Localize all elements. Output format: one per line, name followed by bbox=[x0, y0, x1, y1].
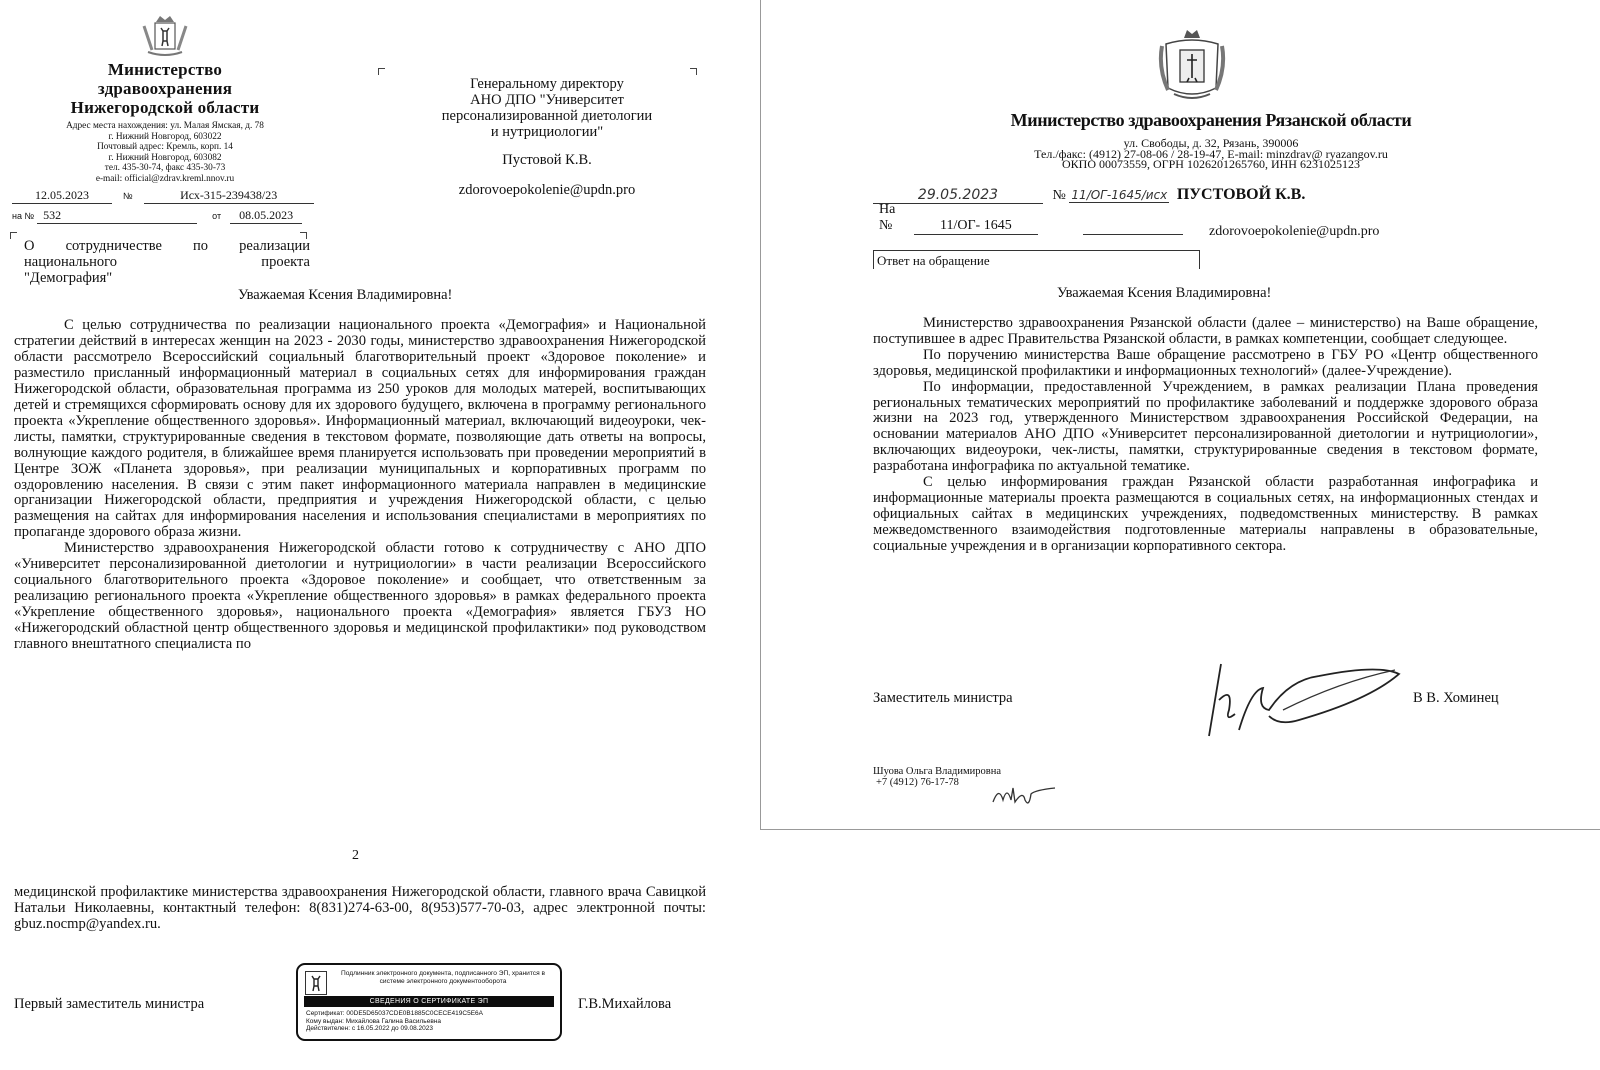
address-line: Тел./факс: (4912) 27-08-06 / 28-19-47, E-mail: minzdrav@ ryazangov.ru bbox=[1034, 146, 1388, 161]
salutation: Уважаемая Ксения Владимировна! bbox=[238, 287, 453, 303]
outgoing-date: 12.05.2023 bbox=[12, 188, 112, 204]
nizhny-novgorod-letter bbox=[0, 0, 740, 1070]
letter-continuation bbox=[14, 885, 706, 933]
deer-emblem-icon bbox=[305, 971, 327, 995]
ministry-title: Министерство здравоохранения Рязанской области bbox=[1010, 110, 1412, 130]
outgoing-number-handwritten: 11/ОГ-1645/исх bbox=[1069, 188, 1169, 203]
subject: Ответ на обращение bbox=[877, 253, 990, 268]
coat-of-arms-icon bbox=[130, 14, 200, 60]
in-reply-number: 532 bbox=[37, 208, 197, 224]
page-number: 2 bbox=[352, 848, 359, 863]
from-date: 08.05.2023 bbox=[230, 208, 302, 224]
address-line: Почтовый адрес: Кремль, корп. 14 bbox=[97, 142, 233, 153]
body-paragraph: С целью сотрудничества по реализации национального проекта «Демография» и Национальной стратегии действий в интересах женщин на 2023 - 2030 годы, министерство здравоохранения Нижегородской области рассмотрело Всероссийский социальный благотворительный проект «Здоровое поколение» и разместило присланный информационный материал в социальных сетях для информирования граждан Нижегородской области, образовательная программа из 250 уроков для молодых матерей, воспитывающих детей и стремящихся сформировать основу для их здорового будущего, включена в программу регионального проекта «Укрепление общественного здоровья». Информационный материал, включающий видеоуроки, чек-листы, памятки, структурированные сведения в текстовом формате, позволяющие дать ответы на вопросы, волнующие каждого родителя, в ближайшее время планируется использовать при проведении мероприятий в Центре ЗОЖ «Планета здоровья», при реализации муниципальных и корпоративных программ по оздоровлению населения. В связи с этим пакет информационного материала направлен в медицинские организации Нижегородской области, предприятия и учреждения Нижегородской области, с целью размещения на сайтах для информирования населения и использования специалистами в мероприятиях по пропаганде здорового образа жизни. bbox=[14, 317, 706, 541]
body-paragraph: По поручению министерства Ваше обращение рассмотрено в ГБУ РО «Центр общественного здоровья, медицинской профилактики и информационных технологий» (далее-Учреждение). bbox=[873, 346, 1538, 379]
outgoing-registration bbox=[873, 186, 1305, 204]
ministry-title-line: здравоохранения bbox=[97, 79, 233, 98]
outgoing-registration bbox=[12, 188, 314, 204]
addressee-name: ПУСТОВОЙ К.В. bbox=[1176, 186, 1306, 203]
subject-line: национального проекта bbox=[24, 254, 310, 270]
executor-info bbox=[873, 766, 1001, 788]
signer-title: Первый заместитель министра bbox=[14, 996, 205, 1012]
body-paragraph: По информации, предоставленной Учреждением, в рамках реализации Плана проведения региональных тематических мероприятий по профилактике заболеваний и поддержке здорового образа жизни на 2023 год, утвержденного Министерством здравоохранения Российской Федерации, на основании материалов АНО ДПО «Университет персонализированной диетологии и нутрициологии», включающих видеоуроки, чек-листы, памятки, структурированные сведения в текстовом формате, разработана инфографика по актуальной тематике. bbox=[873, 378, 1538, 475]
address-line: г. Нижний Новгород, 603022 bbox=[108, 131, 222, 142]
electronic-signature-stamp bbox=[296, 963, 562, 1041]
signer-name: Г.В.Михайлова bbox=[578, 996, 672, 1012]
number-label: № bbox=[1052, 188, 1066, 203]
subject-line: "Демография" bbox=[24, 270, 113, 286]
addressee-block bbox=[392, 76, 702, 198]
subject-bracket-right bbox=[1181, 250, 1200, 269]
executor-name: Шуова Ольга Владимировна bbox=[873, 766, 1002, 777]
body-paragraph: С целью информирования граждан Рязанской области разработанная инфографика и информационные материалы проекта размещаются в социальных сетях, на информационных стендах и официальных сайтах в медицинских учреждениях, подведомственных министерству. В рамках межведомственного взаимодействия подготовленные материалы направлены в образовательные, социальные учреждения и в организации корпоративного сектора. bbox=[873, 474, 1538, 554]
signer-name: В В. Хоминец bbox=[1413, 690, 1499, 706]
addressee-email: zdorovoepokolenie@updn.pro bbox=[1209, 224, 1380, 239]
number-label: № bbox=[123, 191, 133, 201]
in-reply-label: на № bbox=[12, 211, 35, 221]
executor-phone: +7 (4912) 76-17-78 bbox=[876, 777, 959, 788]
coat-of-arms-icon bbox=[1156, 28, 1228, 104]
ministry-letterhead bbox=[10, 14, 320, 185]
addressee-line: и нутрициологии" bbox=[490, 124, 604, 140]
address-corner-mark bbox=[690, 68, 697, 75]
subject-line: О сотрудничестве по реализации bbox=[24, 238, 310, 254]
ministry-address bbox=[861, 138, 1561, 170]
signer-title: Заместитель министра bbox=[873, 690, 1013, 706]
address-line: тел. 435-30-74, факс 435-30-73 bbox=[104, 163, 226, 174]
body-paragraph: Министерство здравоохранения Рязанской области (далее – министерство) на Ваше обращение, поступившее в адрес Правительства Рязанской области, в рамках компетенции, сообщает следующее. bbox=[873, 315, 1538, 347]
from-label: от bbox=[212, 211, 222, 221]
subject-corner-mark bbox=[10, 232, 17, 239]
issued-to-line: Кому выдан: Михайлова Галина Васильевна bbox=[306, 1017, 441, 1025]
outgoing-number: Исх-315-239438/23 bbox=[144, 188, 314, 204]
address-line: ОКПО 00073559, ОГРН 1026201265760, ИНН 6231025123 bbox=[1062, 157, 1360, 171]
in-reply-label-top: На bbox=[879, 202, 896, 217]
letter-body bbox=[14, 318, 706, 653]
ryazan-letter bbox=[760, 0, 1600, 830]
letter-body bbox=[873, 316, 1538, 555]
address-line: г. Нижний Новгород, 603082 bbox=[108, 152, 222, 163]
stamp-bar-title: СВЕДЕНИЯ О СЕРТИФИКАТЕ ЭП bbox=[304, 996, 554, 1007]
continuation-paragraph: медицинской профилактике министерства здравоохранения Нижегородской области, главного врача Савицкой Натальи Николаевны, контактный телефон: 8(831)274-63-00, 8(953)577-70-03, адрес электронной почты: gbuz.nocmp@yandex.ru. bbox=[14, 884, 706, 932]
addressee-line: АНО ДПО "Университет bbox=[470, 92, 624, 108]
address-corner-mark bbox=[378, 68, 385, 75]
valid-period-line: Действителен: с 16.05.2022 до 09.08.2023 bbox=[306, 1025, 434, 1033]
addressee-line: Генеральному директору bbox=[470, 76, 624, 92]
ministry-title-line: Нижегородской области bbox=[70, 98, 260, 117]
address-line: ул. Свободы, д. 32, Рязань, 390006 bbox=[1123, 136, 1299, 150]
addressee-email: zdorovoepokolenie@updn.pro bbox=[458, 182, 636, 198]
in-reply-label: № bbox=[879, 218, 893, 233]
address-line: Адрес места нахождения: ул. Малая Ямская, д. 78 bbox=[66, 121, 264, 131]
addressee-name: Пустовой К.В. bbox=[502, 152, 592, 168]
subject-block bbox=[24, 238, 310, 286]
in-reply-registration bbox=[879, 218, 1038, 235]
outgoing-date-handwritten: 29.05.2023 bbox=[873, 187, 1043, 204]
certificate-line: Сертификат: 00DE5D65037CDE0B1885C0CECE419C5E6A bbox=[306, 1010, 484, 1017]
ministry-title-line: Министерство bbox=[107, 60, 223, 79]
salutation: Уважаемая Ксения Владимировна! bbox=[1057, 285, 1272, 301]
blank-date-line bbox=[1083, 234, 1183, 235]
body-paragraph: Министерство здравоохранения Нижегородской области готово к сотрудничеству с АНО ДПО «Университет персонализированной диетологии и нутрициологии» в части реализации Всероссийского социального благотворительного проекта «Здоровое поколение» и сообщает, что ответственным за реализацию регионального проекта «Укрепление общественного здоровья» в рамках федерального проекта «Укрепление общественного здоровья», национального проекта «Демография» является ГБУЗ НО «Нижегородский областной центр общественного здоровья и медицинской профилактики» под руководством главного внештатного специалиста по bbox=[14, 540, 706, 653]
incoming-registration bbox=[12, 208, 302, 224]
initials-signature-icon bbox=[989, 780, 1059, 810]
address-line: e-mail: official@zdrav.kreml.nnov.ru bbox=[95, 173, 235, 184]
handwritten-signature-icon bbox=[1199, 660, 1409, 740]
in-reply-number: 11/ОГ- 1645 bbox=[914, 218, 1038, 235]
stamp-header: Подлинник электронного документа, подписанного ЭП, хранится в системе электронного документооборота bbox=[340, 970, 545, 985]
addressee-line: персонализированной диетологии bbox=[441, 108, 653, 124]
